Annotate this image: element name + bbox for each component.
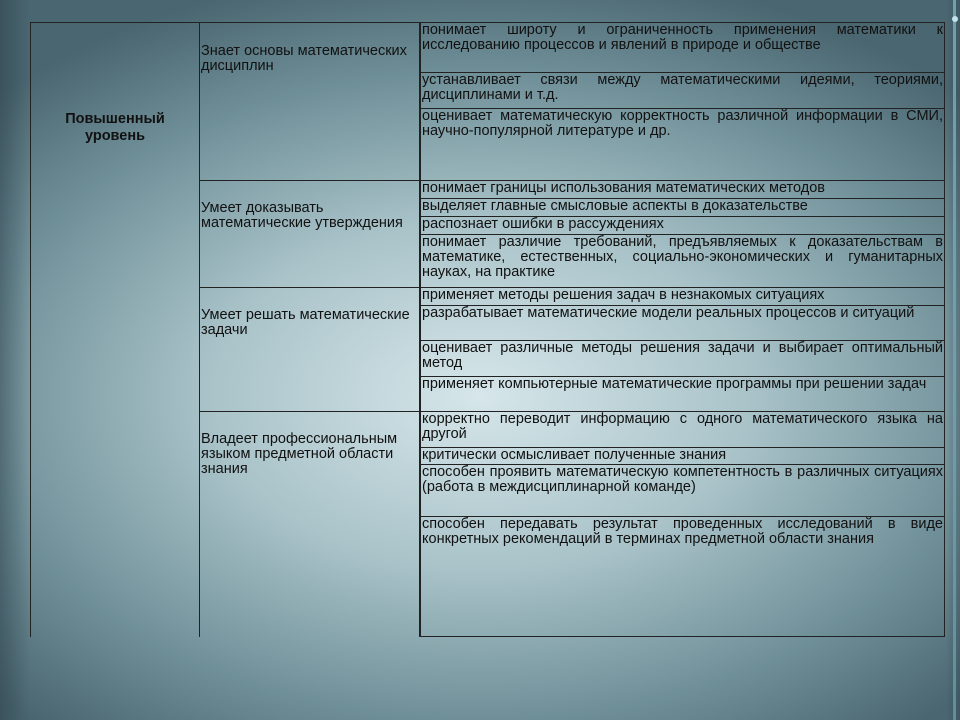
descriptor-text: критически осмысливает полученные знания — [422, 447, 727, 463]
descriptor-row — [421, 23, 944, 73]
descriptor-row — [421, 517, 944, 638]
level-label: Повышенный уровень — [65, 111, 165, 144]
descriptor-row — [421, 235, 944, 288]
descriptor-row — [421, 306, 944, 341]
competency-table — [30, 22, 945, 637]
descriptor-text: выделяет главные смысловые аспекты в доказательстве — [422, 198, 808, 214]
descriptor-row — [421, 109, 944, 181]
corner-dot — [952, 16, 958, 22]
skill-column — [200, 22, 420, 637]
descriptor-text: способен проявить математическую компетентность в различных ситуациях (работа в междисциплинарной команде) — [422, 464, 943, 495]
skill-cell-4 — [200, 412, 419, 638]
left-edge-shade — [0, 0, 30, 720]
descriptor-text: корректно переводит информацию с одного математического языка на другой — [422, 411, 943, 442]
descriptor-row — [421, 288, 944, 306]
right-edge-accent — [946, 0, 960, 720]
descriptor-row — [421, 448, 944, 465]
skill-label-3: Умеет решать математические задачи — [201, 307, 410, 338]
descriptor-text: способен передавать результат проведенных исследований в виде конкретных рекомендаций в терминах предметной области знания — [422, 516, 943, 547]
descriptor-row — [421, 199, 944, 217]
descriptor-text: оценивает математическую корректность различной информации в СМИ, научно-популярной литературе и др. — [422, 108, 943, 139]
descriptor-row — [421, 73, 944, 109]
descriptor-text: разрабатывает математические модели реальных процессов и ситуаций — [422, 305, 915, 321]
right-accent-bar — [953, 0, 956, 720]
skill-cell-1 — [200, 23, 419, 181]
descriptor-text: понимает границы использования математических методов — [422, 180, 825, 196]
skill-label-2: Умеет доказывать математические утверждения — [201, 200, 403, 231]
skill-cell-2 — [200, 181, 419, 288]
descriptor-text: распознает ошибки в рассуждениях — [422, 216, 664, 232]
level-column — [30, 22, 200, 637]
descriptor-text: применяет методы решения задач в незнакомых ситуациях — [422, 287, 825, 303]
descriptor-column — [420, 22, 945, 637]
descriptor-row — [421, 377, 944, 412]
skill-cell-3 — [200, 288, 419, 412]
descriptor-text: устанавливает связи между математическими идеями, теориями, дисциплинами и т.д. — [422, 72, 943, 103]
descriptor-row — [421, 217, 944, 235]
descriptor-text: понимает широту и ограниченность применения математики к исследованию процессов и явлений в природе и обществе — [422, 22, 943, 53]
descriptor-text: понимает различие требований, предъявляемых к доказательствам в математике, естественных, социально-экономических и гуманитарных науках, на практике — [422, 234, 943, 280]
skill-label-1: Знает основы математических дисциплин — [201, 43, 407, 74]
descriptor-row — [421, 412, 944, 448]
descriptor-row — [421, 465, 944, 517]
skill-label-4: Владеет профессиональным языком предметной области знания — [201, 431, 398, 477]
descriptor-row — [421, 341, 944, 377]
descriptor-text: оценивает различные методы решения задачи и выбирает оптимальный метод — [422, 340, 943, 371]
descriptor-text: применяет компьютерные математические программы при решении задач — [422, 376, 927, 392]
descriptor-row — [421, 181, 944, 199]
